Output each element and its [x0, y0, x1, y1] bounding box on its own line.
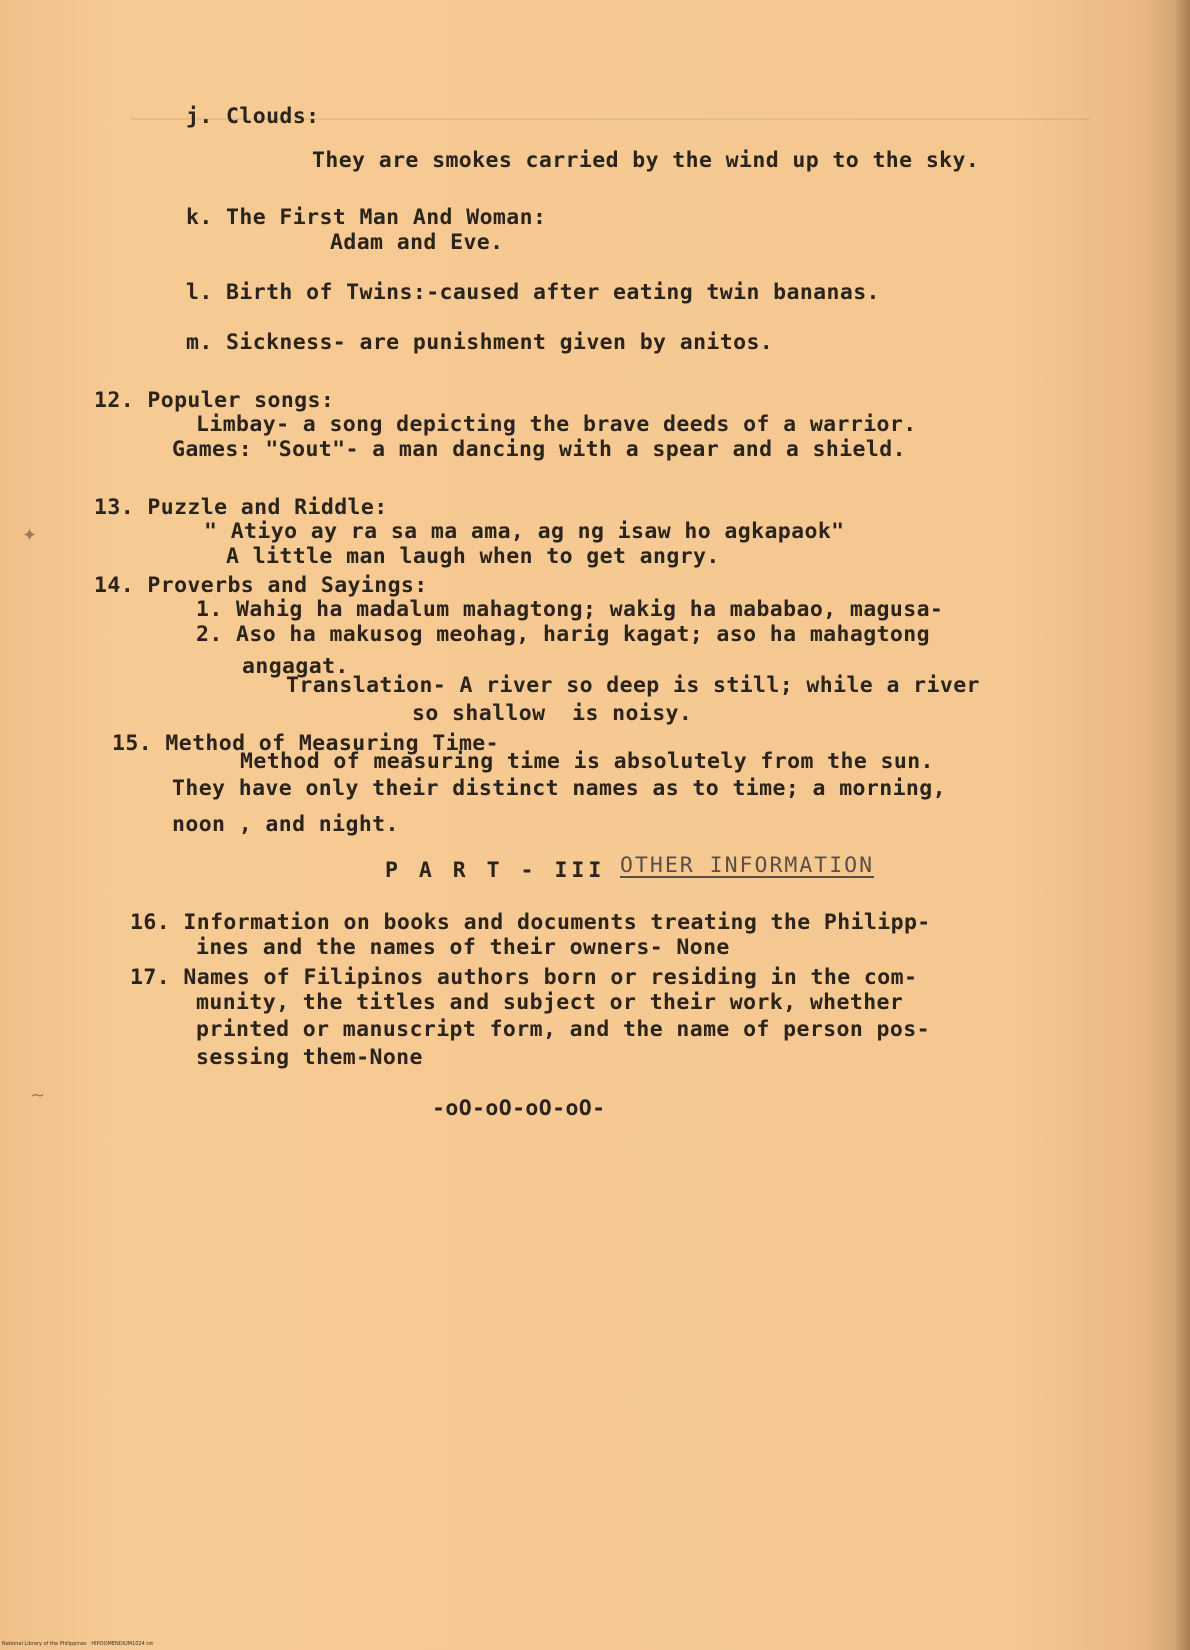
item12-line2: Games: "Sout"- a man dancing with a spear and a shield.: [172, 437, 906, 462]
item14-heading: 14. Proverbs and Sayings:: [94, 573, 428, 598]
end-mark: -oO-oO-oO-oO-: [432, 1096, 606, 1121]
item16-line2: ines and the names of their owners- None: [196, 935, 730, 960]
item16-line1: 16. Information on books and documents treating the Philipp-: [130, 910, 931, 935]
item14-line2: 2. Aso ha makusog meohag, harig kagat; aso ha mahagtong: [196, 622, 930, 647]
item17-line4: sessing them-None: [196, 1045, 423, 1070]
item14-line5: so shallow is noisy.: [412, 701, 693, 726]
sickness-text: m. Sickness- are punishment given by anitos.: [186, 330, 774, 355]
punch-hole-mark-icon: ✦: [22, 525, 38, 546]
item12-line1: Limbay- a song depicting the brave deeds of a warrior.: [196, 412, 917, 437]
item15-line1: Method of measuring time is absolutely from the sun.: [240, 749, 934, 774]
punch-hole-mark-icon: ~: [30, 1085, 46, 1106]
item15-line2: They have only their distinct names as to time; a morning,: [172, 776, 946, 801]
item14-line3: angagat.: [242, 654, 349, 679]
item14-line4: Translation- A river so deep is still; while a river: [286, 673, 980, 698]
item13-line2: A little man laugh when to get angry.: [226, 544, 720, 569]
item13-line1: " Atiyo ay ra sa ma ama, ag ng isaw ho agkapaok": [204, 519, 845, 544]
part3-label: P A R T - III: [385, 858, 606, 883]
item12-heading: 12. Populer songs:: [94, 388, 335, 413]
item17-line1: 17. Names of Filipinos authors born or residing in the com-: [130, 965, 918, 990]
twins-text: l. Birth of Twins:-caused after eating twin bananas.: [186, 280, 880, 305]
item17-line3: printed or manuscript form, and the name of person pos-: [196, 1017, 930, 1042]
clouds-text: They are smokes carried by the wind up to the sky.: [312, 148, 980, 173]
item14-line1: 1. Wahig ha madalum mahagtong; wakig ha mababao, magusa-: [196, 597, 944, 622]
first-man-woman-heading: k. The First Man And Woman:: [186, 205, 547, 230]
item15-heading: 15. Method of Measuring Time-: [112, 731, 499, 756]
archive-footer: National Library of the Philippines HIPOOMENDIUM1024.txt: [2, 1641, 154, 1647]
clouds-heading: j. Clouds:: [186, 104, 320, 129]
first-man-woman-text: Adam and Eve.: [330, 230, 504, 255]
page-edge-shadow: [1174, 0, 1190, 1650]
item13-heading: 13. Puzzle and Riddle:: [94, 495, 388, 520]
item17-line2: munity, the titles and subject or their work, whether: [196, 990, 904, 1015]
part3-title: OTHER INFORMATION: [620, 853, 875, 878]
item15-line3: noon , and night.: [172, 812, 399, 837]
